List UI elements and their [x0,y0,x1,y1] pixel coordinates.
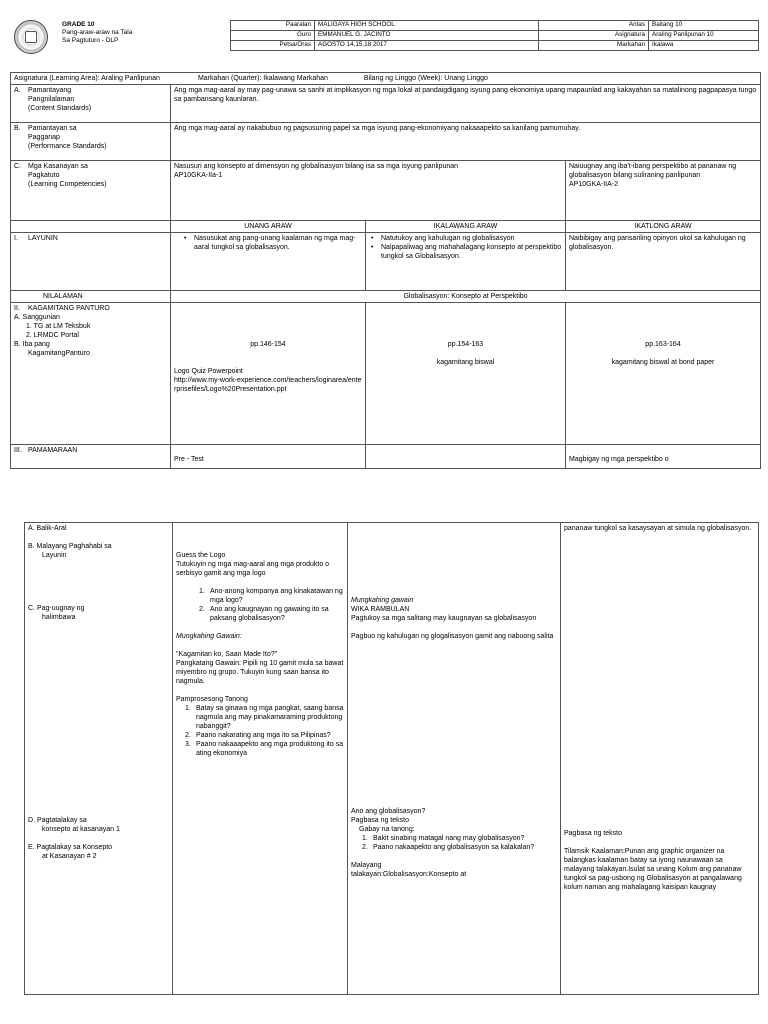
procedure-labels [25,523,173,995]
pages-day2: pp.154-163 [447,341,484,348]
pamamaraan-day3: Magbigay ng mga perspektibo o [566,445,761,469]
asignatura-value: Araling Panlipunan 10 [649,31,759,41]
nilalaman-value: Globalisasyon: Konsepto at Perspektibo [171,291,761,303]
procedure-day1 [173,523,348,995]
pamprosesong-tanong-heading: Pamprosesong Tanong [176,696,248,703]
learning-competency-1: Nasusuri ang konsepto at dimensyon ng globalisasyon bilang isa sa mga isyung panlipunan AP10GKA-IIa-1 [171,161,566,221]
competency-code-2: AP10GKA-IIA-2 [569,181,619,188]
dlp-subtitle-2: Sa Pagtuturo - DLP [62,37,119,44]
pagbuo-text: Pagbuo ng kahulugan ng glogalisasyon gamit ang nabuong salita [351,633,554,640]
info-line [11,73,761,85]
list-item: 2. Paano nakaapekto ang globalisasyon sa kalakalan? [362,844,535,851]
petsa-value: AGOSTO 14,15,18 2017 [315,41,539,51]
balik-aral-label: A. Balik-Aral [28,525,67,532]
kagamitan-label: II. KAGAMITANG PANTURO A. Sanggunian 1. TG at LM Teksbuk 2. LRMDC Portal B. Iba pang KagamitangPanturo [11,303,171,445]
ano-ang-globalisasyon: Ano ang globalisasyon? [351,808,426,815]
header-left-block [62,21,172,45]
tilamsik-kaalaman: Tilamsik Kaalaman:Punan ang graphic organizer na balangkas kaalaman batay sa iyong naunawaan sa malayang talakayan.Isulat sa unang Kolum ang pananaw tungkol sa pag-usbong ng Globalisasyon at pangalawang kolum naman ang mahalagang kaisipan kaugnay [564,848,742,891]
markahan-label: Markahan [539,41,649,51]
guess-logo-questions [176,587,344,623]
layunin-item: • Nasusukat ang pang-unang kaalaman ng mga mag-aaral tungkol sa globalisasyon. [182,234,362,252]
visual-day3: kagamitang biswal at bond paper [611,359,715,366]
antas-value: Baitang 10 [649,21,759,31]
logo-quiz-title: Logo Quiz Powerpoint [174,368,243,375]
dlp-procedure-table [24,522,759,995]
pagtatalakay-1-label: D. Pagtatalakay sa konsepto at kasanayan 1 [28,817,120,833]
dlp-subtitle-1: Pang-araw-araw na Tala [62,29,133,36]
gabay-questions [351,834,557,852]
list-item: 2. Paano nakarating ang mga ito sa Pilipinas? [185,732,331,739]
deped-seal-logo [14,20,48,54]
pages-day3: pp.163-164 [645,341,681,348]
info-asignatura: Asignatura (Learning Area): Araling Panlipunan [14,75,160,82]
pagbasa-teksto-3: Pagbasa ng teksto [564,830,622,837]
list-item: 2. Ano ang kaugnayan ng gawaing ito sa paksang globalisasyon? [199,606,329,622]
competency-code-1: AP10GKA-IIa-1 [174,172,223,179]
kagamitan-ko-title: "Kagamitan ko, Saan Made Ito?" [176,651,278,658]
header-info-table [230,20,759,51]
paaralan-label: Paaralan [231,21,315,31]
visual-day2: kagamitang biswal [436,359,495,366]
petsa-label: Petsa/Oras [231,41,315,51]
mungkahing-gawain-2-heading: Mungkahing gawain [351,597,414,604]
layunin-label: I. LAYUNIN [11,233,171,291]
pagtalakay-2-label: E. Pagtalakay sa Konsepto at Kasanayan # 2 [28,844,113,860]
guess-logo-title: Guess the Logo [176,552,226,559]
pamamaraan-day2 [366,445,566,469]
list-item: 3. Paano nakaaapekto ang mga produktong ito sa ating ekonomiya [185,741,344,757]
performance-standards-label: B. Pamantayan sa Pagganap (Performance Standards) [11,123,171,161]
pamprosesong-questions [176,704,344,758]
nilalaman-label: NILALAMAN [11,291,171,303]
performance-standards-value: Ang mga mag-aaral ay nakabubuo ng pagsusuring papel sa mga isyung pang-ekonomiyang nakaaapekto sa kanilang pamumuhay. [171,123,761,161]
asignatura-label: Asignatura [539,31,649,41]
pananaw-text: pananaw tungkol sa kasaysayan at simula ng globalisasyon. [564,525,752,532]
content-standards-label: A. Pamantayang Pangnilalaman (Content Standards) [11,85,171,123]
content-standards-value: Ang mga mag-aaral ay may pag-unawa sa sanhi at implikasyon ng mga lokal at pandaigdigang isyung pang ekonomiya upang mapaunlad ang kakayahan sa matalinong pagpapasya tungo sa pambansang kaunlaran. [171,85,761,123]
pag-uugnay-label: C. Pag-uugnay ng halimbawa [28,605,85,621]
mungkahing-gawain-heading: Mungkahing Gawain: [176,633,242,640]
logo-quiz-url: http://www.my-work-experience.com/teachers/loginarea/enterprisefiles/Logo%20Presentation.ppt [174,377,362,393]
list-item: 1. Bakit sinabing matagal nang may globalisasyon? [362,835,525,842]
info-markahan: Markahan (Quarter): Ikalawang Markahan [197,75,328,82]
pagtukoy-text: Pagtukoy sa mga salitang may kaugnayan sa globalisasyon [351,615,537,622]
day-header-3: IKATLONG ARAW [566,221,761,233]
pretest-cell: Pre - Test [171,445,366,469]
layunin-day3: Naibibigay ang pansariling opinyon ukol sa kahulugan ng globalisasyon. [566,233,761,291]
wika-rambulan-title: WIKA RAMBULAN [351,606,410,613]
gabay-tanong-heading: Gabay na tanong: [359,826,415,833]
dlp-main-table [10,72,761,469]
day-header-2: IKALAWANG ARAW [366,221,566,233]
learning-competency-2: Naiuugnay ang iba't-ibang perspektibo at pananaw ng globalisasyon bilang suliraning panlipunan AP10GKA-IIA-2 [566,161,761,221]
info-linggo: Bilang ng Linggo (Week): Unang Linggo [363,75,488,82]
guro-value: EMMANUEL G. JACINTO [315,31,539,41]
guro-label: Guro [231,31,315,41]
pangkatang-gawain: Pangkatang Gawain: Pipili ng 10 gamit mula sa bawat miyembro ng grupo. Tukuyin kung saan bansa ito nagmula. [176,660,344,685]
pagbasa-teksto-2: Pagbasa ng teksto [351,817,409,824]
grade-label: GRADE 10 [62,21,95,28]
list-item: 1. Ano-anong kompanya ang kinakatawan ng mga logo? [199,588,343,604]
guess-logo-desc: Tutukuyin ng mga mag-aaral ang mga produkto o serbisyo gamit ang mga logo [176,561,330,577]
layunin-day2 [366,233,566,291]
antas-label: Antas [539,21,649,31]
talakayan-text: talakayan:Globalisasyon:Konsepto at [351,871,467,878]
paaralan-value: MALIGAYA HIGH SCHOOL [315,21,539,31]
pamamaraan-label: III. PAMAMARAAN [11,445,171,469]
layunin-item: • Natutukoy ang kahulugan ng globalisasyon [369,234,562,243]
kagamitan-day1 [171,303,366,445]
kagamitan-day3 [566,303,761,445]
day-header-1: UNANG ARAW [171,221,366,233]
procedure-day3 [561,523,759,995]
day-header-blank [11,221,171,233]
layunin-item: • Naipapaliwag ang mahahalagang konsepto at perspektibo tungkol sa Globalisasyon. [369,243,562,261]
layunin-day1 [171,233,366,291]
list-item: 1. Batay sa ginawa ng mga pangkat, saang bansa nagmula ang may pinakamaraming produktong nabanggit? [185,705,344,730]
procedure-day2 [348,523,561,995]
learning-competencies-label: C. Mga Kasanayan sa Pagkatuto (Learning Competencies) [11,161,171,221]
paghahabi-label: B. Malayang Paghahabi sa Layunin [28,543,112,559]
malayang-label: Malayang [351,862,382,869]
pages-day1: pp.146-154 [250,341,286,348]
kagamitan-day2 [366,303,566,445]
markahan-value: Ikalawa [649,41,759,51]
